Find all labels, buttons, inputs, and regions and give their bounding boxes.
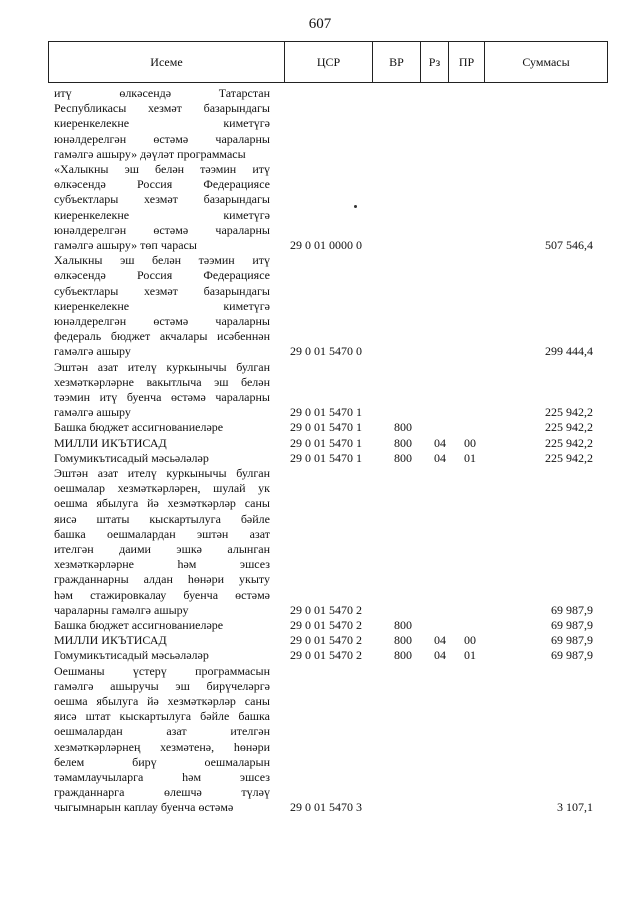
row-name-line: Оешманы үстерү программасын xyxy=(54,663,270,678)
row-csr: 29 0 01 5470 2 xyxy=(290,648,362,663)
table-row xyxy=(0,360,640,421)
row-name-line: оешма ябылуга йә хезмәткәрләр саны xyxy=(54,496,270,511)
row-name xyxy=(54,664,270,816)
row-name-line: юнәлдерелгән өстәмә чараларны xyxy=(54,313,270,328)
row-sum: 69 987,9 xyxy=(551,602,593,617)
row-name-line: һәм стажировкалау буенча өстәмә xyxy=(54,587,270,602)
row-name-line: киеренкелекне киметүгә xyxy=(54,298,270,313)
row-csr: 29 0 01 5470 2 xyxy=(290,633,362,648)
row-name-line: хезмәткәрләрне вакытлыча эш белән xyxy=(54,374,270,389)
row-name-line: башка оешмалардан эштән азат xyxy=(54,526,270,541)
row-name-line: киеренкелекне киметүгә xyxy=(54,207,270,222)
table-row xyxy=(0,633,640,648)
row-csr: 29 0 01 5470 1 xyxy=(290,420,362,435)
row-name-line: Башка бюджет ассигнованиеләре xyxy=(54,420,224,435)
row-vr: 800 xyxy=(394,435,412,450)
header-sum: Суммасы xyxy=(522,55,570,69)
row-name-line: хезмәткәрләрне һәм эшсез xyxy=(54,557,270,572)
row-name-line: оешмалар хезмәткәрләрен, шулай ук xyxy=(54,481,270,496)
table-row xyxy=(0,436,640,451)
row-name-line: оешмалардан азат ителгән xyxy=(54,724,270,739)
row-name xyxy=(54,436,270,451)
row-name xyxy=(54,162,270,253)
row-name-line: яисә штат кыскартылуга бәйле башка xyxy=(54,709,270,724)
row-name-line: өлкәсендә Россия Федерациясе xyxy=(54,268,270,283)
row-sum: 225 942,2 xyxy=(545,405,593,420)
row-csr: 29 0 01 5470 0 xyxy=(290,344,362,359)
row-sum: 225 942,2 xyxy=(545,450,593,465)
row-csr: 29 0 01 5470 1 xyxy=(290,405,362,420)
table-row xyxy=(0,253,640,359)
row-name-line: Республикасы хезмәт базарындагы xyxy=(54,101,270,116)
row-vr: 800 xyxy=(394,633,412,648)
row-name xyxy=(54,86,270,162)
row-name-line: итү өлкәсендә Татарстан xyxy=(54,86,270,100)
row-name xyxy=(54,360,270,421)
row-name-line: киеренкелекне киметүгә xyxy=(54,116,270,131)
table-row xyxy=(0,162,640,253)
row-name xyxy=(54,648,270,663)
row-name-line: Башка бюджет ассигнованиеләре xyxy=(54,618,224,632)
row-name-line: юнәлдерелгән өстәмә чараларны xyxy=(54,131,270,146)
row-name-line: субъектлары хезмәт базарындагы xyxy=(54,283,270,298)
row-csr: 29 0 01 5470 1 xyxy=(290,435,362,450)
row-name-line: гамәлгә ашыру xyxy=(54,344,131,359)
row-sum: 507 546,4 xyxy=(545,238,593,252)
row-name-line: Эштән азат ителү куркынычы булган xyxy=(54,466,270,480)
table-row xyxy=(0,451,640,466)
row-vr: 800 xyxy=(394,450,412,465)
row-vr: 800 xyxy=(394,648,412,663)
header-pr: ПР xyxy=(449,42,485,82)
row-name-line: чараларны гамәлгә ашыру xyxy=(54,602,189,617)
row-name-line: субъектлары хезмәт базарындагы xyxy=(54,192,270,207)
stray-mark xyxy=(354,205,357,208)
row-name-line: гамәлгә ашыру xyxy=(54,405,131,420)
row-sum: 69 987,9 xyxy=(551,633,593,648)
table-header xyxy=(48,41,608,83)
row-name-line: чыгымнарын каплау буенча өстәмә xyxy=(54,800,234,815)
table-row xyxy=(0,420,640,435)
row-sum: 225 942,2 xyxy=(545,420,593,435)
row-sum: 225 942,2 xyxy=(545,435,593,450)
header-vr: ВР xyxy=(373,42,421,82)
row-csr: 29 0 01 5470 1 xyxy=(290,450,362,465)
row-vr: 800 xyxy=(394,618,412,632)
row-rz: 04 xyxy=(434,633,446,648)
row-rz: 04 xyxy=(434,648,446,663)
row-name-line: тәэмин итү буенча өстәмә чараларны xyxy=(54,389,270,404)
row-name-line: гамәлгә ашыру» дәүләт программасы xyxy=(54,146,246,161)
row-name-line: гражданнарны алдан һөнәри укыту xyxy=(54,572,270,587)
table-row xyxy=(0,86,640,162)
row-sum: 299 444,4 xyxy=(545,344,593,359)
row-name xyxy=(54,451,270,466)
row-name-line: МИЛЛИ ИКЪТИСАД xyxy=(54,435,167,450)
row-name-line: Халыкны эш белән тәэмин итү xyxy=(54,253,270,268)
row-rz: 04 xyxy=(434,435,446,450)
row-sum: 69 987,9 xyxy=(551,648,593,663)
row-name-line: тәмамлаучыларга һәм эшсез xyxy=(54,769,270,784)
row-name-line: федераль бюджет акчалары исәбеннән xyxy=(54,329,270,344)
row-sum: 69 987,9 xyxy=(551,618,593,632)
row-csr: 29 0 01 5470 3 xyxy=(290,800,362,815)
row-name-line: өлкәсендә Россия Федерациясе xyxy=(54,177,270,192)
row-name-line: белем бирү оешмаларын xyxy=(54,754,270,769)
row-name-line: гражданнарга өлешчә түләү xyxy=(54,785,270,800)
row-vr: 800 xyxy=(394,420,412,435)
header-name: Исеме xyxy=(49,42,285,82)
row-name-line: МИЛЛИ ИКЪТИСАД xyxy=(54,633,167,648)
row-name-line: хезмәткәрләрнең хезмәтенә, һөнәри xyxy=(54,739,270,754)
row-name xyxy=(54,466,270,618)
row-name-line: Гомумикътисадый мәсьәләләр xyxy=(54,450,209,465)
row-pr: 00 xyxy=(464,633,476,648)
row-rz: 04 xyxy=(434,450,446,465)
table-row xyxy=(0,466,640,618)
header-csr: ЦСР xyxy=(285,42,373,82)
row-name xyxy=(54,633,270,648)
row-name-line: гамәлгә ашыручы эш бирүчеләргә xyxy=(54,678,270,693)
row-csr: 29 0 01 5470 2 xyxy=(290,602,362,617)
row-name-line: ителгән даими эшкә алынган xyxy=(54,541,270,556)
row-csr: 29 0 01 0000 0 xyxy=(290,238,362,252)
row-name-line: юнәлдерелгән өстәмә чараларны xyxy=(54,222,270,237)
row-csr: 29 0 01 5470 2 xyxy=(290,618,362,632)
page-number: 607 xyxy=(308,16,332,32)
row-name-line: яисә штаты кыскартылуга бәйле xyxy=(54,511,270,526)
row-name-line: оешма ябылуга йә хезмәткәрләр саны xyxy=(54,693,270,708)
header-rz: Рз xyxy=(421,42,449,82)
table-row xyxy=(0,648,640,663)
row-pr: 01 xyxy=(464,450,476,465)
table-row xyxy=(0,618,640,633)
row-sum: 3 107,1 xyxy=(557,800,593,815)
row-name xyxy=(54,253,270,359)
row-pr: 01 xyxy=(464,648,476,663)
row-pr: 00 xyxy=(464,435,476,450)
row-name-line: Эштән азат ителү куркынычы булган xyxy=(54,359,270,374)
row-name-line: «Халыкны эш белән тәэмин итү xyxy=(54,162,270,176)
row-name xyxy=(54,618,270,633)
row-name xyxy=(54,420,270,435)
row-name-line: Гомумикътисадый мәсьәләләр xyxy=(54,648,209,663)
table-row xyxy=(0,664,640,816)
row-name-line: гамәлгә ашыру» төп чарасы xyxy=(54,237,197,252)
